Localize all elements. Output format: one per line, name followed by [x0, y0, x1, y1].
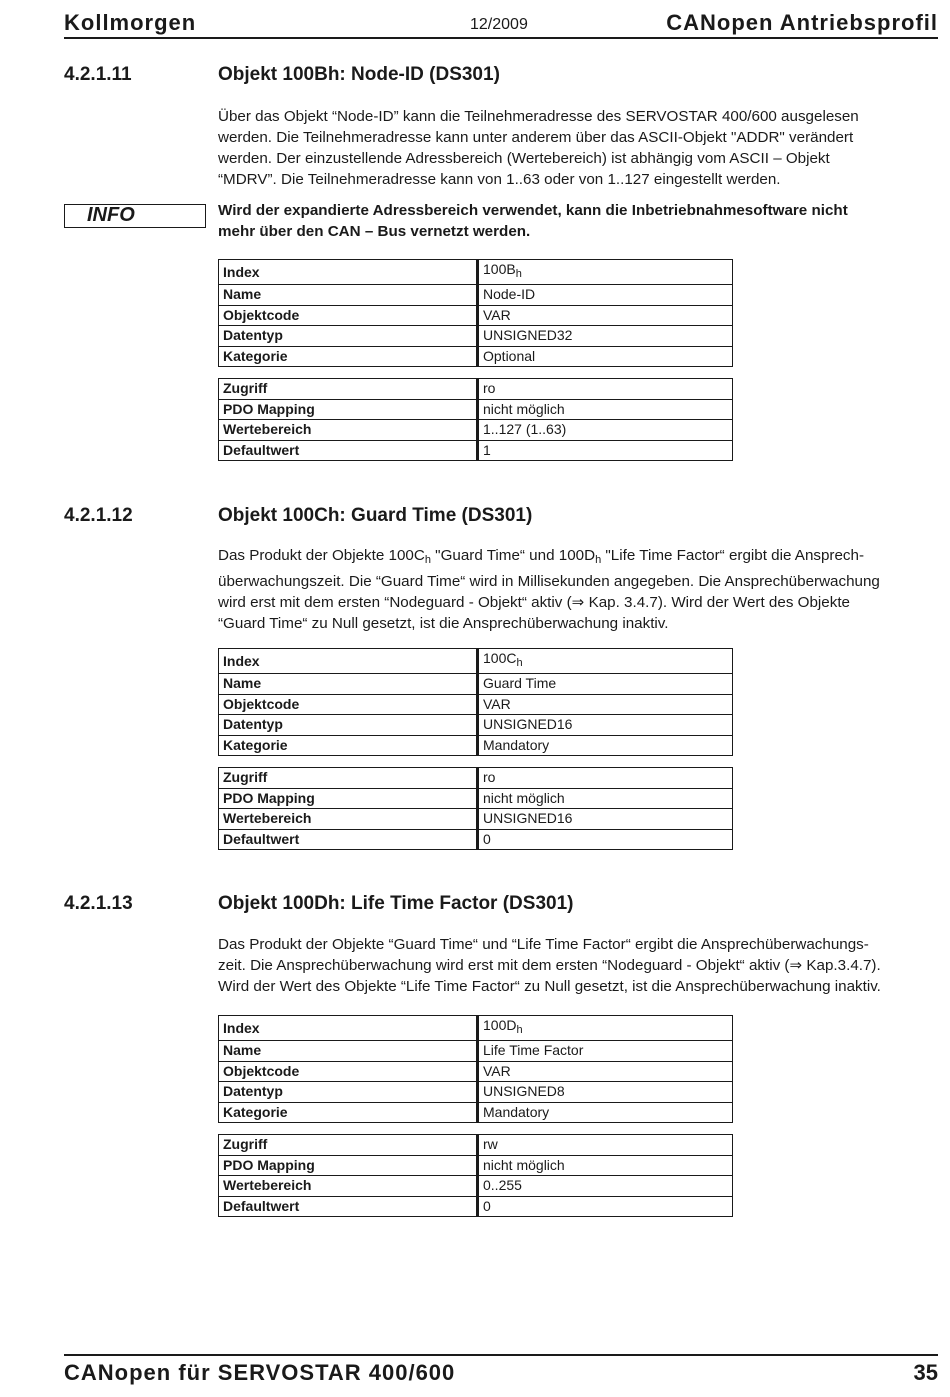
- property-value: Mandatory: [478, 1102, 733, 1123]
- table-row: [219, 1061, 733, 1082]
- paragraph-line: Über das Objekt “Node-ID” kann die Teilnehmeradresse des SERVOSTAR 400/600 ausgelesen: [218, 108, 859, 125]
- hex-subscript: h: [424, 554, 431, 566]
- property-key: Objektcode: [219, 1061, 478, 1082]
- table-row: [219, 1082, 733, 1103]
- text-run: "Guard Time“ und 100D: [430, 547, 596, 564]
- text-run: Das Produkt der Objekte 100C: [218, 547, 425, 564]
- property-value: 0..255: [478, 1176, 733, 1197]
- object-properties-table: [218, 259, 733, 367]
- header-document-title: CANopen Antriebsprofil: [666, 10, 938, 35]
- section-title: Objekt 100Dh: Life Time Factor (DS301): [218, 893, 574, 914]
- property-key: Name: [219, 1041, 478, 1062]
- object-access-table: [218, 1134, 733, 1217]
- property-key: Defaultwert: [219, 1196, 478, 1217]
- property-value: ro: [478, 768, 733, 789]
- property-key: Index: [219, 649, 478, 674]
- info-label: INFO: [87, 204, 135, 226]
- property-key: Zugriff: [219, 1135, 478, 1156]
- table-row: [219, 285, 733, 306]
- hex-subscript: h: [516, 1024, 523, 1036]
- property-value: 1..127 (1..63): [478, 420, 733, 441]
- paragraph-line: “Guard Time“ zu Null gesetzt, ist die Ansprechüberwachung inaktiv.: [218, 615, 669, 632]
- object-properties-table: [218, 1015, 733, 1123]
- table-row: [219, 440, 733, 461]
- table-row: [219, 768, 733, 789]
- property-value: 1: [478, 440, 733, 461]
- hex-subscript: h: [516, 657, 523, 669]
- paragraph-line: werden. Die Teilnehmeradresse kann unter anderem über das ASCII-Objekt "ADDR" verändert: [218, 129, 854, 146]
- property-key: Datentyp: [219, 326, 478, 347]
- property-key: Datentyp: [219, 715, 478, 736]
- info-note-line: mehr über den CAN – Bus vernetzt werden.: [218, 223, 531, 240]
- table-row: [219, 1155, 733, 1176]
- property-key: Defaultwert: [219, 440, 478, 461]
- info-note-line: Wird der expandierte Adressbereich verwendet, kann die Inbetriebnahmesoftware nicht: [218, 202, 848, 219]
- section-paragraph: [218, 106, 938, 190]
- property-key: Objektcode: [219, 694, 478, 715]
- paragraph-line: “MDRV”. Die Teilnehmeradresse kann von 1..63 oder von 1..127 eingestellt werden.: [218, 171, 781, 188]
- property-value: [478, 649, 733, 674]
- header-brand: Kollmorgen: [64, 10, 197, 35]
- property-key: Index: [219, 1016, 478, 1041]
- table-row: [219, 346, 733, 367]
- section-paragraph: [218, 934, 938, 997]
- property-key: Defaultwert: [219, 829, 478, 850]
- property-key: Zugriff: [219, 768, 478, 789]
- hex-subscript: h: [595, 554, 602, 566]
- property-key: Kategorie: [219, 346, 478, 367]
- property-value: nicht möglich: [478, 1155, 733, 1176]
- property-value: Life Time Factor: [478, 1041, 733, 1062]
- property-value: UNSIGNED16: [478, 715, 733, 736]
- object-access-table: [218, 767, 733, 850]
- property-key: Wertebereich: [219, 809, 478, 830]
- property-value: VAR: [478, 305, 733, 326]
- page-number: 35: [913, 1360, 938, 1385]
- table-row: [219, 379, 733, 400]
- property-key: Objektcode: [219, 305, 478, 326]
- property-value: ro: [478, 379, 733, 400]
- property-value: UNSIGNED32: [478, 326, 733, 347]
- property-value: Mandatory: [478, 735, 733, 756]
- property-value: UNSIGNED16: [478, 809, 733, 830]
- property-key: Datentyp: [219, 1082, 478, 1103]
- table-row: [219, 715, 733, 736]
- info-note: [218, 200, 938, 242]
- property-value: Guard Time: [478, 674, 733, 695]
- table-row: [219, 674, 733, 695]
- table-row: [219, 694, 733, 715]
- info-badge: [64, 204, 206, 228]
- text-run: "Life Time Factor“ ergibt die Ansprech-: [601, 547, 865, 564]
- property-value: 0: [478, 1196, 733, 1217]
- table-row: [219, 809, 733, 830]
- paragraph-line: [218, 545, 938, 571]
- property-key: Kategorie: [219, 1102, 478, 1123]
- table-row: [219, 260, 733, 285]
- table-row: [219, 399, 733, 420]
- index-value: 100D: [483, 1017, 517, 1033]
- property-value: Node-ID: [478, 285, 733, 306]
- property-value: nicht möglich: [478, 788, 733, 809]
- section-title: Objekt 100Ch: Guard Time (DS301): [218, 505, 533, 526]
- section-number: 4.2.1.11: [64, 64, 132, 85]
- table-row: [219, 1016, 733, 1041]
- property-key: PDO Mapping: [219, 1155, 478, 1176]
- footer-rule: [64, 1354, 938, 1356]
- index-value: 100B: [483, 261, 516, 277]
- property-value: rw: [478, 1135, 733, 1156]
- property-value: VAR: [478, 694, 733, 715]
- section-paragraph: [218, 545, 938, 634]
- property-value: [478, 1016, 733, 1041]
- section-number: 4.2.1.13: [64, 893, 133, 914]
- property-value: 0: [478, 829, 733, 850]
- table-row: [219, 420, 733, 441]
- property-key: Name: [219, 285, 478, 306]
- property-key: Index: [219, 260, 478, 285]
- table-row: [219, 829, 733, 850]
- property-key: Wertebereich: [219, 420, 478, 441]
- property-key: PDO Mapping: [219, 788, 478, 809]
- object-properties-table: [218, 648, 733, 756]
- paragraph-line: werden. Der einzustellende Adressbereich (Wertebereich) ist abhängig vom ASCII – Objekt: [218, 150, 830, 167]
- index-value: 100C: [483, 650, 517, 666]
- paragraph-line: Das Produkt der Objekte “Guard Time“ und “Life Time Factor“ ergibt die Ansprechüberwachungs-: [218, 936, 869, 953]
- table-row: [219, 1041, 733, 1062]
- table-row: [219, 735, 733, 756]
- property-key: Zugriff: [219, 379, 478, 400]
- footer-manual-title: CANopen für SERVOSTAR 400/600: [64, 1360, 456, 1385]
- property-key: PDO Mapping: [219, 399, 478, 420]
- section-number: 4.2.1.12: [64, 505, 133, 526]
- property-key: Name: [219, 674, 478, 695]
- property-value: UNSIGNED8: [478, 1082, 733, 1103]
- table-row: [219, 1102, 733, 1123]
- table-row: [219, 305, 733, 326]
- table-row: [219, 1196, 733, 1217]
- header-rule: [64, 37, 938, 39]
- header-date: 12/2009: [470, 16, 528, 33]
- paragraph-line: Wird der Wert des Objekte “Life Time Factor“ zu Null gesetzt, ist die Ansprechüberwachung inaktiv.: [218, 978, 881, 995]
- paragraph-line: zeit. Die Ansprechüberwachung wird erst mit dem ersten “Nodeguard - Objekt“ aktiv (⇒ Kap.3.4.7).: [218, 957, 881, 974]
- property-value: nicht möglich: [478, 399, 733, 420]
- paragraph-line: überwachungszeit. Die “Guard Time“ wird in Millisekunden angegeben. Die Ansprechüberwachung: [218, 573, 880, 590]
- table-row: [219, 326, 733, 347]
- table-row: [219, 649, 733, 674]
- property-key: Kategorie: [219, 735, 478, 756]
- section-title: Objekt 100Bh: Node-ID (DS301): [218, 64, 500, 85]
- table-row: [219, 1135, 733, 1156]
- object-access-table: [218, 378, 733, 461]
- hex-subscript: h: [515, 268, 522, 280]
- table-row: [219, 1176, 733, 1197]
- paragraph-line: wird erst mit dem ersten “Nodeguard - Objekt“ aktiv (⇒ Kap. 3.4.7). Wird der Wert des Objekte: [218, 594, 850, 611]
- property-value: [478, 260, 733, 285]
- property-value: VAR: [478, 1061, 733, 1082]
- table-row: [219, 788, 733, 809]
- property-key: Wertebereich: [219, 1176, 478, 1197]
- property-value: Optional: [478, 346, 733, 367]
